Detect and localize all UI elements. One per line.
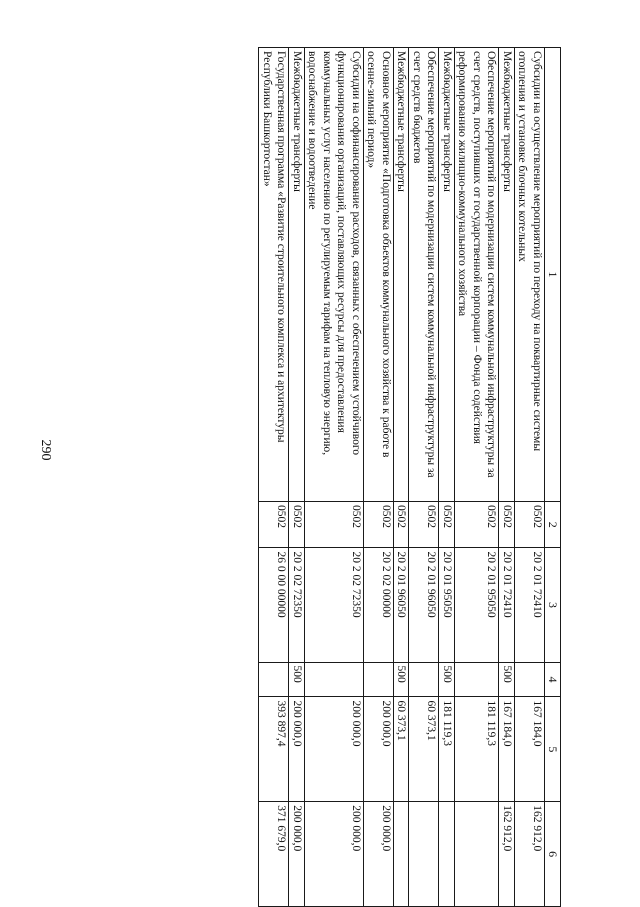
- row-amount-col6: [409, 802, 439, 907]
- page-number: 290: [38, 439, 53, 461]
- table-header: [545, 48, 561, 907]
- table-body: [259, 48, 545, 907]
- row-amount-col5: 181 119,3: [439, 697, 455, 802]
- table-row: [289, 48, 305, 907]
- row-target-code: 20 2 01 96050: [394, 548, 410, 662]
- row-expense-type: [305, 662, 364, 697]
- row-section-code: 0502: [289, 501, 305, 548]
- row-amount-col5: 200 000,0: [305, 697, 364, 802]
- row-target-code: 20 2 01 95050: [455, 548, 500, 662]
- table-row: [455, 48, 500, 907]
- row-section-code: 0502: [364, 501, 394, 548]
- row-section-code: 0502: [409, 501, 439, 548]
- row-amount-col5: 60 373,1: [409, 697, 439, 802]
- row-name: Межбюджетные трансферты: [289, 48, 305, 502]
- row-expense-type: [409, 662, 439, 697]
- budget-table: [259, 47, 562, 907]
- row-name: Обеспечение мероприятий по модернизации систем коммунальной инфраструктуры за счет средств, поступивших от государственной корпорации – Фонда содействия реформированию жилищно-коммунального хозяйства: [455, 48, 500, 502]
- row-target-code: 20 2 01 72410: [499, 548, 515, 662]
- row-name: Субсидии на софинансирование расходов, связанных с обеспечением устойчивого функционирования организаций, поставляющих ресурсы для предоставления коммунальных услуг населению по регулируемым тарифам на тепловую энергию, водоснабжение и водоотведение: [305, 48, 364, 502]
- table-row: [409, 48, 439, 907]
- row-name: Обеспечение мероприятий по модернизации систем коммунальной инфраструктуры за счет средств бюджетов: [409, 48, 439, 502]
- row-amount-col6: [394, 802, 410, 907]
- header-col-6: 6: [545, 802, 561, 907]
- row-expense-type: [515, 662, 545, 697]
- row-name: Государственная программа «Развитие строительного комплекса и архитектуры Республики Башкортостан»: [259, 48, 289, 502]
- row-expense-type: [364, 662, 394, 697]
- row-target-code: 20 2 02 72350: [289, 548, 305, 662]
- row-amount-col5: 167 184,0: [499, 697, 515, 802]
- row-amount-col6: 162 912,0: [499, 802, 515, 907]
- header-col-1: 1: [545, 48, 561, 502]
- row-section-code: 0502: [455, 501, 500, 548]
- row-expense-type: 500: [394, 662, 410, 697]
- table-row: [259, 48, 289, 907]
- row-target-code: 26 0 00 00000: [259, 548, 289, 662]
- row-section-code: 0502: [394, 501, 410, 548]
- row-amount-col5: 393 897,4: [259, 697, 289, 802]
- row-target-code: 20 2 01 72410: [515, 548, 545, 662]
- row-expense-type: 500: [499, 662, 515, 697]
- row-amount-col6: 200 000,0: [289, 802, 305, 907]
- table-row: [364, 48, 394, 907]
- row-name: Межбюджетные трансферты: [439, 48, 455, 502]
- header-row: [545, 48, 561, 907]
- header-col-2: 2: [545, 501, 561, 548]
- row-amount-col5: 200 000,0: [364, 697, 394, 802]
- row-amount-col6: 371 679,0: [259, 802, 289, 907]
- row-target-code: 20 2 01 96050: [409, 548, 439, 662]
- table-row: [305, 48, 364, 907]
- row-section-code: 0502: [499, 501, 515, 548]
- header-col-4: 4: [545, 662, 561, 697]
- row-section-code: 0502: [439, 501, 455, 548]
- row-expense-type: 500: [439, 662, 455, 697]
- rotated-table-page: [75, 20, 565, 857]
- row-amount-col6: 162 912,0: [515, 802, 545, 907]
- header-col-5: 5: [545, 697, 561, 802]
- table-row: [499, 48, 515, 907]
- table-row: [439, 48, 455, 907]
- row-amount-col5: 200 000,0: [289, 697, 305, 802]
- row-section-code: 0502: [305, 501, 364, 548]
- row-expense-type: 500: [289, 662, 305, 697]
- row-amount-col6: 200 000,0: [364, 802, 394, 907]
- row-name: Основное мероприятие «Подготовка объектов коммунального хозяйства к работе в осенне-зимний период»: [364, 48, 394, 502]
- row-amount-col5: 181 119,3: [455, 697, 500, 802]
- row-name: Межбюджетные трансферты: [394, 48, 410, 502]
- table-row: [515, 48, 545, 907]
- row-expense-type: [455, 662, 500, 697]
- row-name: Субсидии на осуществление мероприятий по переходу на поквартирные системы отопления и установке блочных котельных: [515, 48, 545, 502]
- row-expense-type: [259, 662, 289, 697]
- row-name: Межбюджетные трансферты: [499, 48, 515, 502]
- row-target-code: 20 2 02 72350: [305, 548, 364, 662]
- row-section-code: 0502: [515, 501, 545, 548]
- row-amount-col5: 60 373,1: [394, 697, 410, 802]
- table-row: [394, 48, 410, 907]
- row-amount-col6: [439, 802, 455, 907]
- header-col-3: 3: [545, 548, 561, 662]
- row-target-code: 20 2 02 00000: [364, 548, 394, 662]
- row-amount-col6: [455, 802, 500, 907]
- row-amount-col5: 167 184,0: [515, 697, 545, 802]
- row-section-code: 0502: [259, 501, 289, 548]
- row-amount-col6: 200 000,0: [305, 802, 364, 907]
- row-target-code: 20 2 01 95050: [439, 548, 455, 662]
